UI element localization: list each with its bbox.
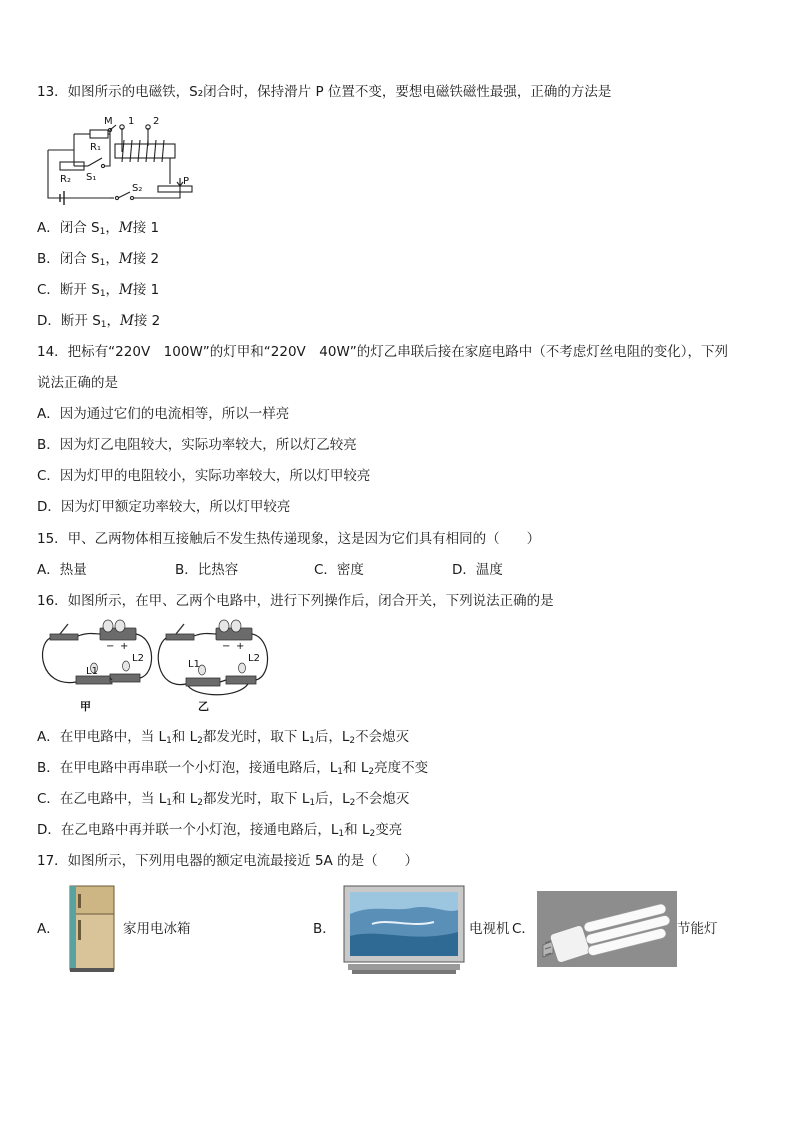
q17-stem: 17．如图所示，下列用电器的额定电流最接近 5A 的是（ ）	[37, 853, 419, 869]
q14-stem-line2: 说法正确的是	[37, 375, 118, 391]
q14-stem-line1: 14．把标有“220V 100W”的灯甲和“220V 40W”的灯乙串联后接在家庭电路中（不考虑灯丝电阻的变化），下列	[37, 344, 729, 360]
label-s2: S₂	[132, 183, 143, 194]
jia-plus: +	[120, 641, 129, 652]
q13-option-b: B．闭合 $S_1$，M接 2	[37, 251, 160, 268]
fridge-image	[66, 884, 120, 974]
q17-option-c-letter: C．	[512, 921, 535, 937]
q16-option-a: A．在甲电路中，当 $L_1$和 $L_2$都发光时，取下 $L_1$后，$L_2$不会熄灭	[37, 729, 410, 746]
q15-options	[37, 561, 737, 579]
jia-label-l1: L1	[86, 666, 98, 677]
q17-option-b-letter: B．	[313, 921, 336, 937]
label-terminal-2: 2	[153, 116, 160, 127]
q13-option-d: D．断开 $S_1$，M接 2	[37, 313, 161, 330]
q15-option-b: B．比热容	[175, 562, 239, 578]
yi-label-l2: L2	[248, 653, 260, 664]
q14-option-b: B．因为灯乙电阻较大，实际功率较大，所以灯乙较亮	[37, 437, 357, 453]
label-r1: R₁	[90, 142, 101, 153]
tv-image	[342, 884, 466, 976]
q15-option-a: A．热量	[37, 562, 87, 578]
q16-option-c: C．在乙电路中，当 $L_1$和 $L_2$都发光时，取下 $L_1$后，$L_2$不会熄灭	[37, 791, 410, 808]
jia-minus: −	[106, 641, 115, 652]
label-m: M	[104, 116, 113, 127]
q17-option-a-label: 家用电冰箱	[123, 921, 191, 937]
q14-option-a: A．因为通过它们的电流相等，所以一样亮	[37, 406, 290, 422]
jia-label-l2: L2	[132, 653, 144, 664]
q14-option-c: C．因为灯甲的电阻较小，实际功率较大，所以灯甲较亮	[37, 468, 371, 484]
q15-option-c: C．密度	[314, 562, 364, 578]
label-yi: 乙	[198, 700, 209, 713]
q13-stem: 13．如图所示的电磁铁，S₂闭合时，保持滑片 P 位置不变，要想电磁铁磁性最强，正确的方法是	[37, 84, 612, 100]
label-jia: 甲	[80, 700, 91, 713]
q15-stem: 15．甲、乙两物体相互接触后不发生热传递现象，这是因为它们具有相同的（ ）	[37, 531, 541, 547]
yi-minus: −	[222, 641, 231, 652]
q17-option-b-label: 电视机	[469, 921, 510, 937]
circuit-yi	[158, 620, 267, 713]
yi-label-l1: L1	[188, 659, 200, 670]
q16-option-b: B．在甲电路中再串联一个小灯泡，接通电路后，$L_1$和 $L_2$亮度不变	[37, 760, 429, 777]
q14-option-d: D．因为灯甲额定功率较大，所以灯甲较亮	[37, 499, 291, 515]
q13-electromagnet-circuit-figure	[40, 114, 200, 206]
q16-circuits-figure	[38, 618, 270, 718]
q13-option-c: C．断开 $S_1$，M接 1	[37, 282, 160, 299]
q16-option-d: D．在乙电路中再并联一个小灯泡，接通电路后，$L_1$和 $L_2$变亮	[37, 822, 403, 839]
q13-option-a: A．闭合 $S_1$，M接 1	[37, 220, 160, 237]
q15-option-d: D．温度	[452, 562, 503, 578]
label-terminal-1: 1	[128, 116, 135, 127]
q17-option-a-letter: A．	[37, 921, 60, 937]
circuit-jia	[43, 620, 152, 713]
q17-option-c-label: 节能灯	[677, 921, 718, 937]
label-s1: S₁	[86, 172, 97, 183]
q16-stem: 16．如图所示，在甲、乙两个电路中，进行下列操作后，闭合开关，下列说法正确的是	[37, 593, 554, 609]
energy-saving-lamp-image	[537, 891, 677, 967]
label-r2: R₂	[60, 174, 71, 185]
label-p: P	[183, 176, 190, 187]
yi-plus: +	[236, 641, 245, 652]
